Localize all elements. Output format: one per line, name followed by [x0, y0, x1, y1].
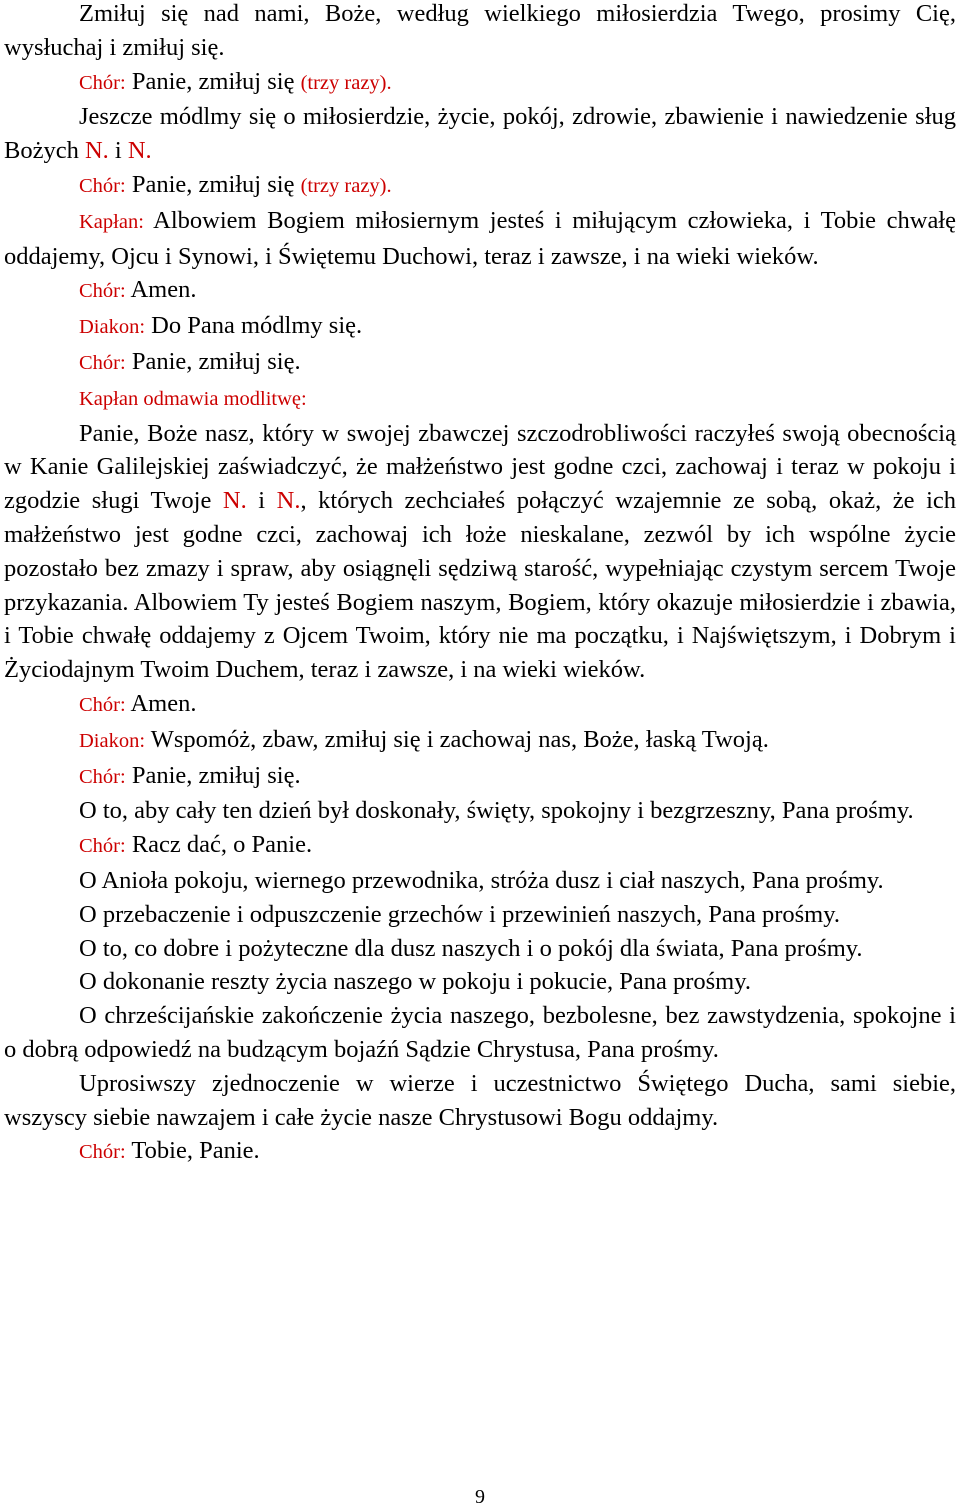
paragraph	[4, 794, 956, 828]
rubric-text: Chór:	[79, 71, 126, 94]
paragraph	[4, 0, 956, 65]
paragraph	[4, 932, 956, 966]
rubric-text: Chór:	[79, 351, 126, 374]
document-body	[4, 0, 956, 1170]
paragraph	[4, 273, 956, 309]
paragraph	[4, 381, 956, 417]
body-text: O dokonanie reszty życia naszego w pokoju i pokucie, Pana prośmy.	[79, 968, 751, 996]
paragraph	[4, 759, 956, 795]
paragraph	[4, 100, 956, 168]
rubric-text: Diakon:	[79, 729, 146, 752]
body-text: O Anioła pokoju, wiernego przewodnika, stróża dusz i ciał naszych, Pana prośmy.	[79, 866, 884, 894]
paragraph	[4, 417, 956, 687]
rubric-text: N.	[222, 487, 247, 515]
body-text: Racz dać, o Panie.	[125, 831, 313, 859]
body-text: , których zechciałeś połączyć wzajemnie ze sobą, okaż, że ich małżeństwo jest godne czci, zachowaj ich łoże nieskalane, zezwól by ich wspólne życie pozostało bez zmazy i spraw, aby osiągnęli sędziwą starość, wypełniając czystym sercem Twoje przykazania. Albowiem Ty jesteś Bogiem naszym, Bogiem, który okazuje miłosierdzie i zbawia, i Tobie chwałę oddajemy z Ojcem Twoim, który nie ma początku, i Najświętszym, i Dobrym i Życiodajnym Twoim Duchem, teraz i zawsze, i na wieki wieków.	[4, 487, 956, 684]
body-text: Panie, zmiłuj się	[125, 67, 301, 95]
rubric-text: Diakon:	[79, 316, 146, 339]
body-text: Albowiem Bogiem miłosiernym jesteś i miłującym człowieka, i Tobie chwałę oddajemy, Ojcu i Synowi, i Świętemu Duchowi, teraz i zawsze, i na wieki wieków.	[4, 206, 956, 270]
body-text: O to, aby cały ten dzień był doskonały, święty, spokojny i bezgrzeszny, Pana prośmy.	[79, 797, 914, 825]
paragraph	[4, 204, 956, 274]
rubric-text: N.	[84, 137, 109, 165]
paragraph	[4, 864, 956, 898]
rubric-text: Kapłan odmawia modlitwę:	[79, 387, 307, 410]
paragraph	[4, 345, 956, 381]
rubric-text: N.	[276, 487, 301, 515]
paragraph	[4, 65, 956, 101]
page-number: 9	[475, 1486, 485, 1508]
paragraph	[4, 687, 956, 723]
rubric-text: (trzy razy).	[300, 71, 392, 94]
body-text: O to, co dobre i pożyteczne dla dusz naszych i o pokój dla świata, Pana prośmy.	[79, 934, 863, 962]
rubric-text: Chór:	[79, 174, 126, 197]
body-text: Panie, zmiłuj się	[125, 170, 301, 198]
paragraph	[4, 1134, 956, 1170]
body-text: i	[108, 137, 128, 165]
paragraph	[4, 828, 956, 864]
rubric-text: Chór:	[79, 1141, 126, 1164]
paragraph	[4, 965, 956, 999]
rubric-text: Chór:	[79, 693, 126, 716]
body-text: Amen.	[125, 276, 197, 304]
body-text: Panie, zmiłuj się.	[125, 761, 301, 789]
body-text: Tobie, Panie.	[125, 1137, 260, 1165]
body-text: O chrześcijańskie zakończenie życia naszego, bezbolesne, bez zawstydzenia, spokojne i o dobrą odpowiedź na budzącym bojaźń Sądzie Chrystusa, Pana prośmy.	[4, 1002, 956, 1063]
body-text: Jeszcze módlmy się o miłosierdzie, życie, pokój, zdrowie, zbawienie i nawiedzenie sług Bożych	[4, 103, 956, 165]
paragraph	[4, 898, 956, 932]
rubric-text: (trzy razy).	[300, 174, 392, 197]
body-text: O przebaczenie i odpuszczenie grzechów i przewinień naszych, Pana prośmy.	[79, 900, 840, 928]
rubric-text: Chór:	[79, 280, 126, 303]
paragraph	[4, 309, 956, 345]
paragraph	[4, 999, 956, 1067]
rubric-text: Chór:	[79, 765, 126, 788]
body-text: Panie, zmiłuj się.	[125, 347, 301, 375]
body-text: i	[246, 487, 277, 515]
body-text: Uprosiwszy zjednoczenie w wierze i uczestnictwo Świętego Ducha, sami siebie, wszyscy siebie nawzajem i całe życie nasze Chrystusowi Bogu oddajmy.	[4, 1069, 956, 1131]
paragraph	[4, 168, 956, 204]
rubric-text: Chór:	[79, 835, 126, 858]
body-text: Do Pana módlmy się.	[145, 312, 363, 340]
rubric-text: N.	[127, 137, 152, 165]
body-text: Amen.	[125, 689, 197, 717]
body-text: Zmiłuj się nad nami, Boże, według wielkiego miłosierdzia Twego, prosimy Cię, wysłuchaj i zmiłuj się.	[4, 0, 956, 61]
body-text: Panie, Boże nasz, który w swojej zbawczej szczodrobliwości raczyłeś swoją obecnością w Kanie Galilejskiej zaświadczyć, że małżeństwo jest godne czci, zachowaj i teraz w pokoju i zgodzie sługi Twoje	[4, 419, 956, 515]
paragraph	[4, 1067, 956, 1135]
paragraph	[4, 723, 956, 759]
body-text: Wspomóż, zbaw, zmiłuj się i zachowaj nas, Boże, łaską Twoją.	[145, 725, 769, 753]
rubric-text: Kapłan:	[79, 210, 144, 233]
